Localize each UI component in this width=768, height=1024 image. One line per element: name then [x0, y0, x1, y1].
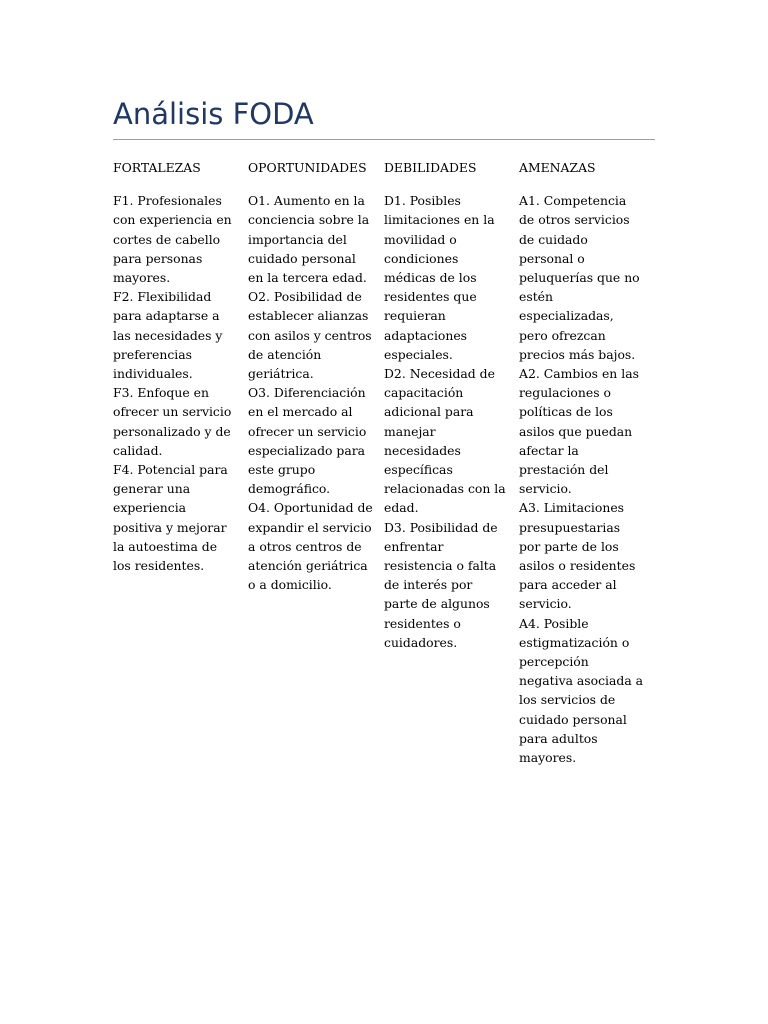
list-item: A3. Limitaciones presupuestarias por parte de los asilos o residentes para acceder al servicio.	[519, 500, 636, 612]
column-header-debilidades: DEBILIDADES	[384, 160, 477, 175]
column-amenazas	[519, 158, 644, 767]
list-item: F4. Potencial para generar una experiencia positiva y mejorar la autoestima de los residentes.	[113, 462, 228, 574]
list-item: O1. Aumento en la conciencia sobre la importancia del cuidado personal en la tercera edad.	[248, 193, 370, 285]
list-item: O4. Oportunidad de expandir el servicio a otros centros de atención geriátrica o a domicilio.	[248, 500, 373, 593]
list-item: A4. Posible estigmatización o percepción negativa asociada a los servicios de cuidado personal para adultos mayores.	[519, 615, 644, 766]
list-item: F1. Profesionales con experiencia en cortes de cabello para personas mayores.	[113, 193, 232, 285]
column-header-amenazas: AMENAZAS	[519, 160, 596, 175]
list-item: D2. Necesidad de capacitación adicional para manejar necesidades específicas relacionadas con la edad.	[384, 366, 506, 516]
list-item: D3. Posibilidad de enfrentar resistencia o falta de interés por parte de algunos residentes o cuidadores.	[384, 519, 498, 650]
column-oportunidades	[248, 158, 373, 594]
column-header-fortalezas: FORTALEZAS	[113, 160, 201, 175]
document-title: Análisis FODA	[113, 97, 314, 131]
list-item: F2. Flexibilidad para adaptarse a las necesidades y preferencias individuales.	[113, 289, 223, 382]
column-debilidades	[384, 158, 509, 652]
list-item: F3. Enfoque en ofrecer un servicio personalizado y de calidad.	[113, 385, 232, 458]
column-header-oportunidades: OPORTUNIDADES	[248, 160, 367, 175]
title-underline	[113, 139, 655, 140]
list-item: D1. Posibles limitaciones en la movilidad o condiciones médicas de los residentes que requieran adaptaciones especiales.	[384, 193, 495, 362]
list-item: A2. Cambios en las regulaciones o políticas de los asilos que puedan afectar la prestación del servicio.	[519, 366, 639, 497]
list-item: O3. Diferenciación en el mercado al ofrecer un servicio especializado para este grupo demográfico.	[248, 385, 367, 497]
list-item: O2. Posibilidad de establecer alianzas con asilos y centros de atención geriátrica.	[248, 289, 372, 382]
list-item: A1. Competencia de otros servicios de cuidado personal o peluquerías que no estén especializadas, pero ofrezcan precios más bajos.	[519, 193, 640, 362]
column-fortalezas	[113, 158, 238, 575]
